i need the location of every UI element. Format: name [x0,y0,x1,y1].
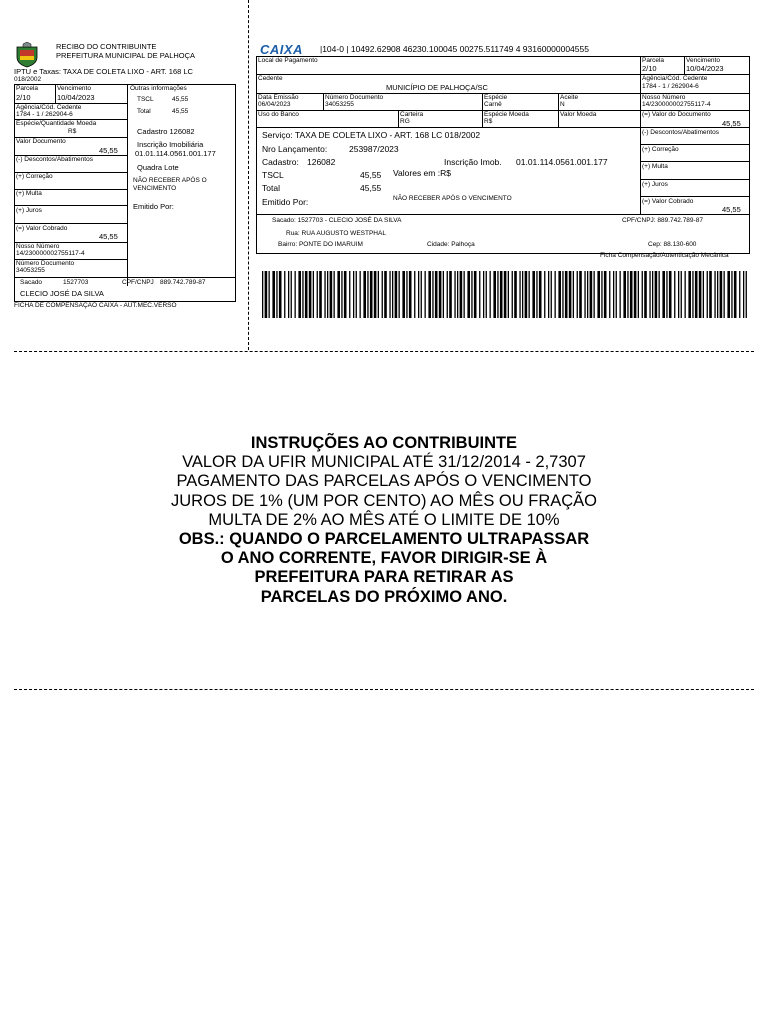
slip-valor-cobrado-label: (=) Valor Cobrado [642,198,694,205]
instructions-block [0,434,768,607]
receipt-tscl-value: 45,55 [172,96,189,103]
receipt-especie-label: Espécie/Quantidade Moeda [16,120,97,127]
instructions-title: INSTRUÇÕES AO CONTRIBUINTE [250,434,518,452]
slip-nosso-numero-value: 14/230000002755117-4 [642,101,711,108]
slip-data-emissao-value: 06/04/2023 [258,101,291,108]
instructions-line-juros: JUROS DE 1% (UM POR CENTO) AO MÊS OU FRAÇÃO [171,491,597,510]
slip-nro-lanc-value: 253987/2023 [349,144,399,154]
receipt-footer: FICHA DE COMPENSAÇÃO CAIXA - AUT.MEC.VERSO [14,302,177,309]
slip-rua-line: Rua: RUA AUGUSTO WESTPHAL [286,230,386,237]
receipt-descontos-label: (-) Descontos/Abatimentos [16,156,93,163]
receipt-valor-doc-label: Valor Documento [16,138,66,145]
slip-vencimento-label: Vencimento [686,57,720,64]
slip-vencimento-value: 10/04/2023 [686,64,724,73]
slip-nosso-numero-label: Nosso Número [642,94,686,101]
slip-agencia-value: 1784 - 1 / 262904-6 [642,83,699,90]
slip-valor-moeda-label: Valor Moeda [560,111,597,118]
slip-parcela-label: Parcela [642,57,665,64]
slip-descontos-label: (-) Descontos/Abatimentos [642,129,719,136]
receipt-nao-receber: NÃO RECEBER APÓS O [133,177,207,184]
barcode [262,271,747,318]
slip-cep-line: Cep: 88.130-600 [648,241,697,248]
receipt-juros-label: (+) Juros [16,207,42,214]
slip-inscricao-label: Inscrição Imob. [444,157,502,167]
receipt-especie-value: R$ [68,128,77,135]
slip-nro-lanc-label: Nro Lançamento: [262,144,328,154]
receipt-nosso-numero-label: Nosso Número [16,243,60,250]
slip-sacado-line: Sacado: 1527703 - CLECIO JOSÉ DA SILVA [272,217,402,224]
slip-emitido-label: Emitido Por: [262,197,309,207]
instructions-obs-4: PARCELAS DO PRÓXIMO ANO. [260,587,508,606]
slip-cedente-value: MUNICÍPIO DE PALHOÇA/SC [386,83,488,92]
slip-valor-doc-label: (=) Valor do Documento [642,111,711,118]
municipal-crest-icon [14,42,40,68]
receipt-nosso-numero-value: 14/230000002755117-4 [16,250,85,257]
slip-valor-doc-value: 45,55 [722,119,741,128]
slip-cadastro-label: Cadastro: [262,157,299,167]
slip-valores-label: Valores em :R$ [393,168,451,178]
slip-especie-moeda-label: Espécie Moeda [484,111,529,118]
receipt-correcao-label: (+) Correção [16,173,53,180]
slip-tscl-value: 45,55 [360,170,382,180]
receipt-cpf-label: CPF/CNPJ [122,279,154,286]
receipt-nao-receber-2: VENCIMENTO [133,185,177,192]
slip-servico: Serviço: TAXA DE COLETA LIXO - ART. 168 LC 018/2002 [262,130,481,140]
slip-inscricao-value: 01.01.114.0561.001.177 [516,157,608,167]
slip-especie-label: Espécie [484,94,508,101]
receipt-numero-doc-label: Número Documento [16,260,75,267]
receipt-inscricao-value: 01.01.114.0561.001.177 [135,149,216,158]
slip-multa-label: (+) Multa [642,163,668,170]
receipt-valor-cobrado-label: (=) Valor Cobrado [16,225,68,232]
receipt-total-value: 45,55 [172,108,189,115]
slip-numero-doc-value: 34053255 [325,101,354,108]
slip-cpf-line: CPF/CNPJ: 889.742.789-87 [622,217,703,224]
slip-parcela-value: 2/10 [642,64,657,73]
receipt-parcela-label: Parcela [16,85,39,92]
receipt-tscl-label: TSCL [137,96,154,103]
receipt-header-prefeitura: PREFEITURA MUNICIPAL DE PALHOÇA [56,51,196,60]
receipt-tax-line2: 018/2002 [14,76,42,83]
slip-carteira-value: RG [400,118,410,125]
receipt-numero-doc-value: 34053255 [16,267,45,274]
slip-cedente-label: Cedente [258,75,283,82]
slip-bairro-line: Bairro: PONTE DO IMARUIM [278,241,363,248]
slip-valor-cobrado-value: 45,55 [722,205,741,214]
slip-tscl-label: TSCL [262,170,284,180]
slip-digitable-line: |104-0 | 10492.62908 46230.100045 00275.511749 4 93160000004555 [320,44,589,54]
slip-aceite-value: N [560,101,565,108]
instructions-obs-1: OBS.: QUANDO O PARCELAMENTO ULTRAPASSAR [178,530,590,549]
cut-line-bottom [14,689,754,690]
receipt-inscricao-label: Inscrição Imobiliária [137,140,204,149]
slip-especie-moeda-value: R$ [484,118,493,125]
receipt-cpf-value: 889.742.789-87 [160,279,206,286]
slip-numero-doc-label: Número Documento [325,94,384,101]
caixa-logo: CAIXA [260,42,303,57]
slip-aceite-label: Aceite [560,94,579,101]
slip-cidade-line: Cidade: Palhoça [427,241,475,248]
instructions-line-ufir: VALOR DA UFIR MUNICIPAL ATÉ 31/12/2014 - 2,7307 [182,453,586,472]
receipt-sacado-name: CLECIO JOSÉ DA SILVA [20,289,104,298]
receipt-agencia-value: 1784 - 1 / 262904-6 [16,111,73,118]
slip-agencia-label: Agência/Cód. Cedente [642,75,708,82]
receipt-total-label: Total [137,108,151,115]
slip-cadastro-value: 126082 [307,157,336,167]
receipt-valor-doc-value: 45,55 [99,146,118,155]
receipt-emitido: Emitido Por: [133,202,174,211]
vertical-cut-line [248,0,249,350]
receipt-agencia-label: Agência/Cód. Cedente [16,104,82,111]
receipt-valor-cobrado-value: 45,55 [99,232,118,241]
receipt-multa-label: (+) Multa [16,190,42,197]
receipt-sacado-label: Sacado [20,279,43,286]
slip-local-label: Local de Pagamento [258,57,318,64]
slip-juros-label: (+) Juros [642,181,668,188]
receipt-sacado-code: 1527703 [63,279,89,286]
receipt-quadra: Quadra Lote [137,163,179,172]
slip-data-emissao-label: Data Emissão [258,94,299,101]
receipt-vencimento-label: Vencimento [57,85,91,92]
slip-total-label: Total [262,183,280,193]
slip-correcao-label: (+) Correção [642,146,679,153]
slip-total-value: 45,55 [360,183,382,193]
instructions-line-multa: MULTA DE 2% AO MÊS ATÉ O LIMITE DE 10% [208,510,560,529]
receipt-cadastro: Cadastro 126082 [137,127,195,136]
instructions-line-pagamento: PAGAMENTO DAS PARCELAS APÓS O VENCIMENTO [176,472,592,491]
receipt-parcela-value: 2/10 [16,93,31,102]
slip-ficha-footer: Ficha Compensação/Autenticação Mecânica [600,252,729,259]
slip-especie-value: Carnê [484,101,502,108]
instructions-obs-3: PREFEITURA PARA RETIRAR AS [254,568,514,587]
cut-line-top [14,351,754,352]
receipt-header-title: RECIBO DO CONTRIBUINTE [56,42,157,51]
receipt-outras-label: Outras informações [130,85,187,92]
receipt-tax-line: IPTU e Taxas: TAXA DE COLETA LIXO - ART. 168 LC [14,67,193,76]
slip-carteira-label: Carteira [400,111,424,118]
instructions-obs-2: O ANO CORRENTE, FAVOR DIRIGIR-SE À [220,549,548,568]
slip-uso-banco-label: Uso do Banco [258,111,299,118]
receipt-vencimento-value: 10/04/2023 [57,93,95,102]
slip-nao-receber: NÃO RECEBER APÓS O VENCIMENTO [393,195,512,202]
